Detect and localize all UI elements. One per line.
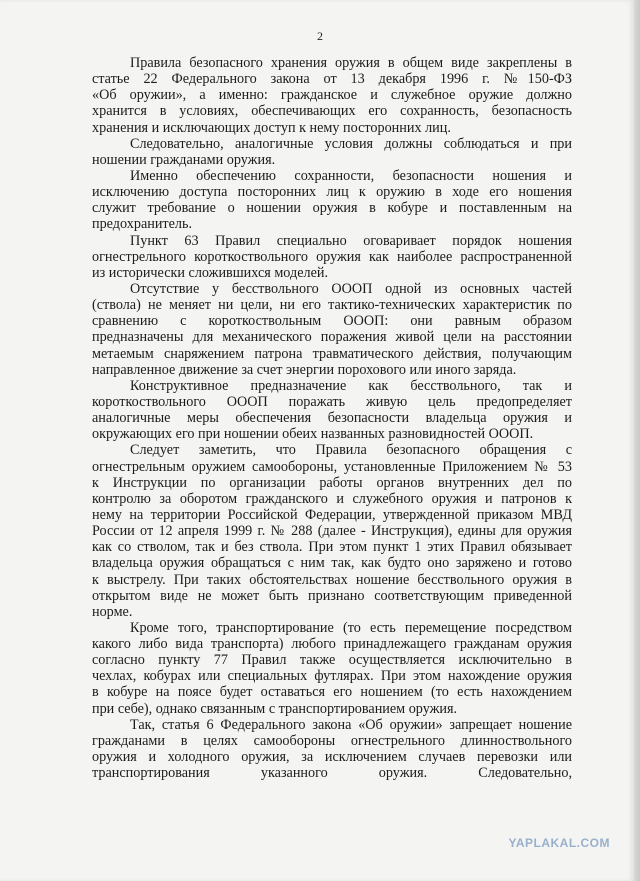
text-line: короткоствольного ОООП поражать живую цель предопределяет (92, 393, 572, 410)
text-line: Кроме того, транспортирование (то есть перемещение посредством (130, 619, 572, 636)
paragraph (92, 55, 572, 136)
text-line: из исторически сложившихся моделей. (92, 264, 329, 281)
text-line: Пункт 63 Правил специально оговаривает порядок ношения (130, 232, 572, 249)
text-line: огнестрельным оружием самообороны, установленные Приложением № 53 (92, 458, 572, 475)
text-line: направленное движение за счет энергии порохового или иного заряда. (92, 361, 517, 378)
text-line: владельца оружия обращаться с ним так, как будто оно заряжено и готово (92, 555, 572, 572)
document-body (92, 55, 572, 781)
text-line: согласно пункту 77 Правил также осуществляется исключительно в (92, 652, 572, 669)
paragraph (92, 281, 572, 378)
text-line: ношении гражданами оружия. (92, 151, 276, 168)
paragraph (92, 442, 572, 620)
text-line: в кобуре на поясе будет оставаться его ношением (то есть нахождением (92, 684, 572, 701)
text-line: России от 12 апреля 1999 г. № 288 (далее - Инструкция), едины для оружия (92, 523, 572, 540)
text-line: «Об оружии», а именно: гражданское и служебное оружие должно (92, 87, 572, 104)
text-line: аналогичные меры обеспечения безопасности владельца оружия и (92, 410, 572, 427)
text-line: служит требование о ношении оружия в кобуре и поставленным на (92, 200, 572, 217)
text-line: какого либо вида транспорта) любого принадлежащего гражданам оружия (92, 636, 572, 653)
paragraph (92, 717, 572, 782)
text-line: транспортирования указанного оружия. Следовательно, (92, 765, 572, 782)
text-line: к Инструкции по организации работы органов внутренних дел по (92, 474, 572, 491)
paragraph (92, 168, 572, 233)
text-line: сравнению с короткоствольным ОООП: они равным образом (92, 313, 572, 330)
page-edge (634, 0, 640, 881)
text-line: исключению доступа посторонних лиц к оружию в ходе его ношения (92, 184, 572, 201)
text-line: предназначены для механического поражения живой цели на расстоянии (92, 329, 572, 346)
paragraph (92, 233, 572, 281)
text-line: при себе), однако связанным с транспортированием оружия. (92, 700, 458, 717)
text-line: хранится в условиях, обеспечивающих его сохранность, безопасность (92, 103, 572, 120)
text-line: чехлах, кобурах или специальных футлярах. При этом нахождение оружия (92, 668, 572, 685)
paragraph (92, 136, 572, 168)
text-line: статье 22 Федерального закона от 13 декабря 1996 г. №150-ФЗ (92, 71, 572, 88)
text-line: предохранитель. (92, 216, 193, 233)
paragraph (92, 620, 572, 717)
text-line: гражданами в целях самообороны огнестрельного длинноствольного (92, 732, 572, 749)
text-line: Отсутствие у бесствольного ОООП одной из основных частей (130, 280, 572, 297)
text-line: Следует заметить, что Правила безопасного обращения с (130, 442, 572, 459)
paragraph (92, 378, 572, 443)
text-line: контролю за оборотом гражданского и служебного оружия и патронов к (92, 490, 572, 507)
text-line: Конструктивное предназначение как бесствольного, так и (130, 377, 572, 394)
watermark: YAPLAKAL.COM (508, 836, 610, 850)
text-line: Следовательно, аналогичные условия должны соблюдаться и при (130, 135, 572, 152)
page-number: 2 (317, 29, 323, 43)
text-line: Так, статья 6 Федерального закона «Об оружии» запрещает ношение (130, 716, 572, 733)
text-line: огнестрельного короткоствольного оружия как наиболее распространенной (92, 248, 572, 265)
text-line: как со стволом, так и без ствола. При этом пункт 1 этих Правил обязывает (92, 539, 572, 556)
text-line: окружающих его при ношении обеих названных разновидностей ОООП. (92, 426, 534, 443)
text-line: метаемым снаряжением патрона травматического действия, получающим (92, 345, 572, 362)
text-line: оружия и холодного оружия, за исключением случаев перевозки или (92, 749, 572, 766)
text-line: хранения и исключающих доступ к нему посторонних лиц. (92, 119, 451, 136)
text-line: Правила безопасного хранения оружия в общем виде закреплены в (130, 55, 572, 71)
text-line: нему на территории Российской Федерации, утвержденной приказом МВД (92, 506, 572, 523)
text-line: (ствола) не меняет ни цели, ни его тактико-технических характеристик по (92, 297, 572, 314)
text-line: открытом виде не может быть признано соответствующим приведенной (92, 587, 572, 604)
text-line: норме. (92, 603, 133, 620)
text-line: к выстрелу. При таких обстоятельствах ношение бесствольного оружия в (92, 571, 572, 588)
text-line: Именно обеспечению сохранности, безопасности ношения и (130, 167, 572, 184)
